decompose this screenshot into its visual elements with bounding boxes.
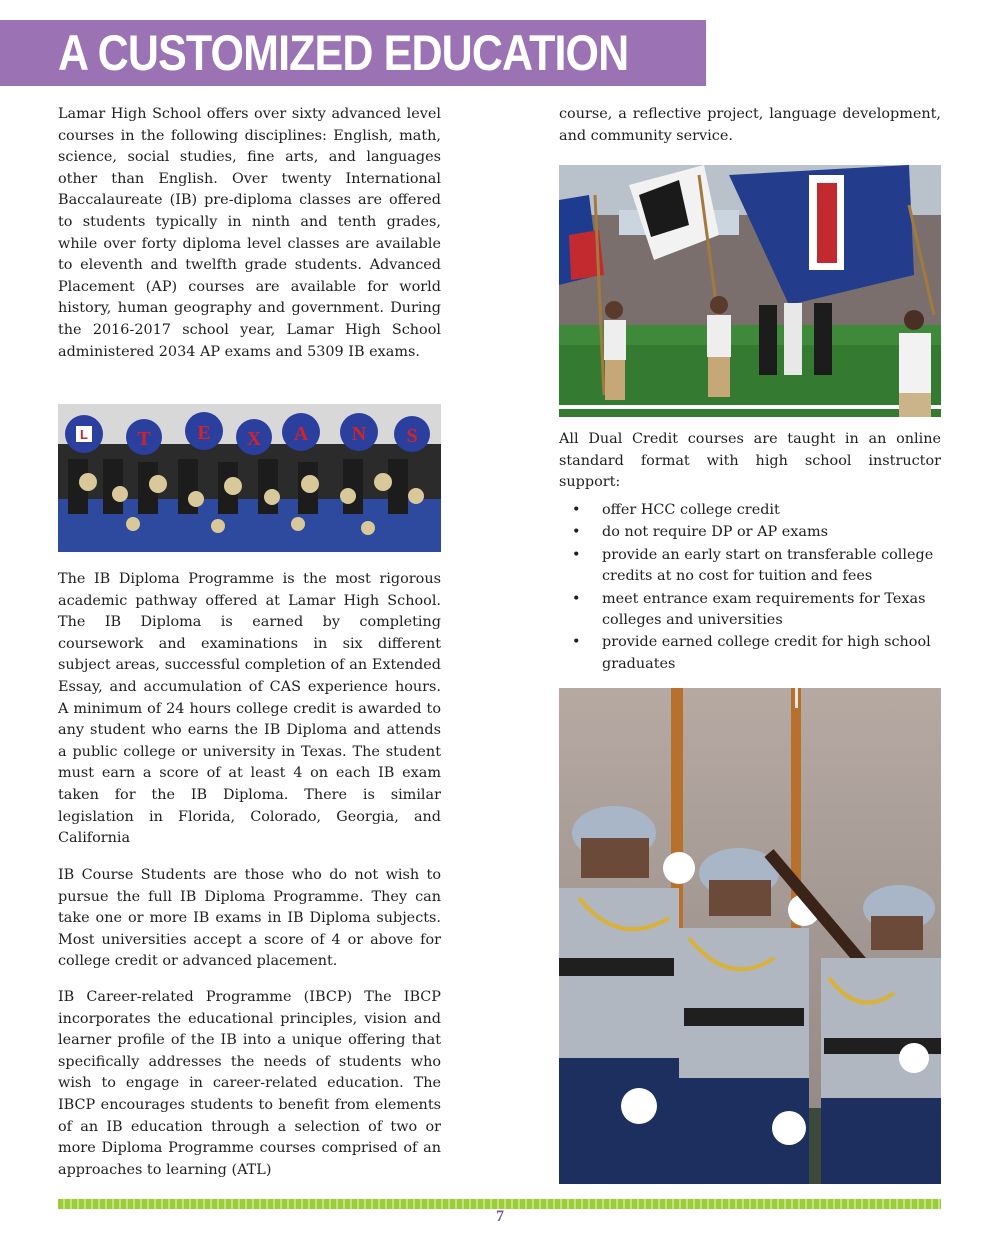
ibcp-continued-paragraph: course, a reflective project, language development, and community service. [559, 106, 941, 144]
ib-course-paragraph: IB Course Students are those who do not wish to pursue the full IB Diploma Programme. They can take one or more IB exams in IB Diploma subjects. Most universities accept a score of 4 or above for college credit or advanced placement. [58, 867, 441, 970]
band-photo [58, 404, 441, 552]
band-letter-a: A [293, 423, 309, 445]
svg-text:L: L [80, 427, 88, 442]
dual-credit-paragraph: All Dual Credit courses are taught in an online standard format with high school instructor support: [559, 431, 941, 491]
list-item-text: offer HCC college credit [602, 502, 780, 518]
intro-paragraph: Lamar High School offers over sixty advanced level courses in the following disciplines: English, math, science, social studies, fine arts, and languages other than English. Over twenty International Baccalaureate (IB) pre-diploma classes are offered to students typically in ninth and tenth grades, while over forty diploma level classes are available to eleventh and twelfth grade students. Advanced Placement (AP) courses are available for world history, human geography and government. During the 2016-2017 school year, Lamar High School administered 2034 AP exams and 5309 IB exams. [58, 106, 441, 360]
color-guard-photo [559, 688, 941, 1184]
list-item [559, 589, 941, 632]
list-item-text: meet entrance exam requirements for Texas colleges and universities [602, 590, 926, 629]
bullet-marker: • [572, 634, 581, 651]
list-item-text: do not require DP or AP exams [602, 524, 828, 541]
bullet-marker: • [572, 590, 581, 607]
dual-credit-list [559, 500, 941, 676]
bullet-marker: • [572, 524, 581, 541]
flag-team-photo [559, 165, 941, 417]
list-item [559, 632, 941, 675]
band-letter-n: N [351, 423, 367, 445]
ibcp-paragraph: IB Career-related Programme (IBCP) The IBCP incorporates the educational principles, vision and learner profile of the IB into a unique offering that specifically addresses the needs of students who wish to engage in career-related education. The IBCP encourages students to benefit from elements of an IB education through a selection of two or more Diploma Programme courses comprised of an approaches to learning (ATL) [58, 989, 441, 1178]
list-item [559, 500, 941, 521]
band-letter-e: E [197, 422, 211, 444]
ib-diploma-paragraph: The IB Diploma Programme is the most rigorous academic pathway offered at Lamar High School. The IB Diploma is earned by completing coursework and examinations in six different subject areas, successful completion of an Extended Essay, and accumulation of CAS experience hours. A minimum of 24 hours college credit is awarded to any student who earns the IB Diploma and attends a public college or university in Texas. The student must earn a score of at least 4 on each IB exam taken for the IB Diploma. There is similar legislation in Florida, Colorado, Georgia, and California [58, 571, 441, 847]
band-letter-s: S [406, 425, 418, 447]
list-item [559, 522, 941, 543]
list-item-text: provide earned college credit for high school graduates [602, 634, 931, 672]
band-letter-t: T [137, 428, 151, 450]
list-item [559, 545, 941, 588]
bullet-marker: • [572, 502, 581, 518]
list-item-text: provide an early start on transferable college credits at no cost for tuition and fees [602, 546, 934, 585]
page-title: A CUSTOMIZED EDUCATION [58, 25, 629, 81]
page-number: 7 [496, 1208, 504, 1225]
bullet-marker: • [572, 546, 581, 563]
band-letter-x: X [246, 428, 262, 450]
